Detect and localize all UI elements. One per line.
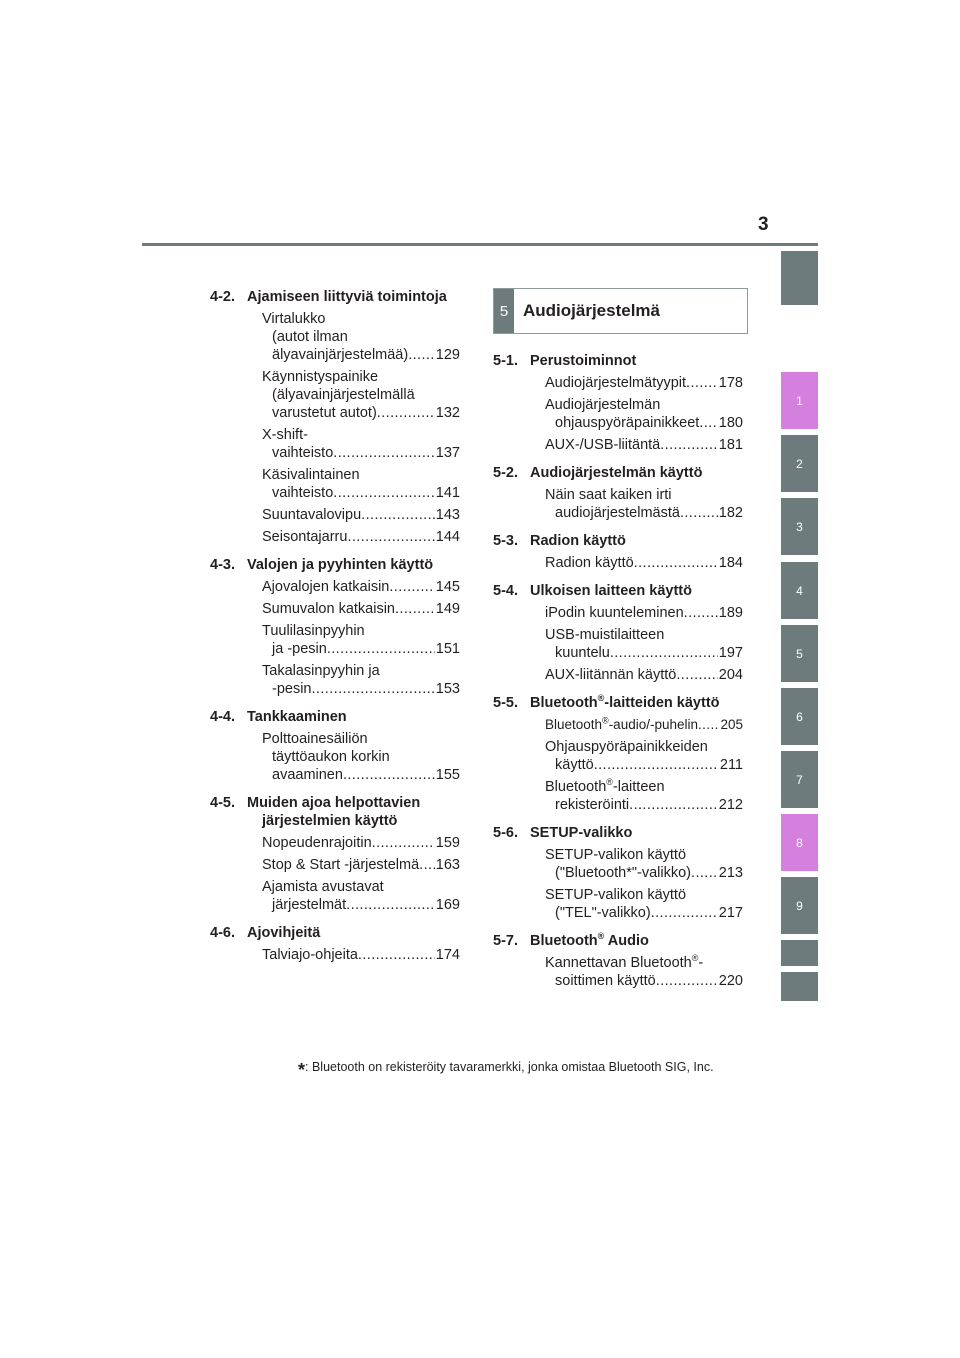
section-heading: 4-6. Ajovihjeitä	[210, 925, 321, 941]
section-heading: 5-6. SETUP-valikko	[493, 825, 633, 841]
footnote-star: *	[298, 1060, 306, 1080]
toc-entry[interactable]: Ohjauspyöräpainikkeiden käyttö ..... 211	[493, 738, 743, 774]
toc-entry[interactable]: Talviajo-ohjeita ..... 174	[210, 946, 460, 964]
section-heading: 5-1. Perustoiminnot	[493, 353, 637, 369]
chapter-tab-8[interactable]: 8	[781, 814, 818, 871]
section-heading: 5-4. Ulkoisen laitteen käyttö	[493, 583, 692, 599]
page-number: 3	[758, 214, 769, 235]
footnote	[298, 1060, 714, 1081]
toc-entry[interactable]: Suuntavalovipu ..... 143	[210, 506, 460, 524]
chapter-tab[interactable]	[781, 972, 818, 1001]
section-heading: 4-3. Valojen ja pyyhinten käyttö	[210, 557, 434, 573]
toc-entry[interactable]: Käynnistyspainike (älyavainjärjestelmällä varustetut autot) ..... 132	[210, 368, 460, 422]
toc-entry[interactable]: Seisontajarru ..... 144	[210, 528, 460, 546]
toc-right-column	[493, 352, 743, 990]
footnote-text: : Bluetooth on rekisteröity tavaramerkki, jonka omistaa Bluetooth SIG, Inc.	[305, 1060, 714, 1074]
toc-entry[interactable]: Näin saat kaiken irti audiojärjestelmästä ..... 182	[493, 486, 743, 522]
toc-entry[interactable]: AUX-/USB-liitäntä ..... 181	[493, 436, 743, 454]
section-heading: 4-5. Muiden ajoa helpottavien järjestelmien käyttö	[210, 795, 421, 829]
toc-entry[interactable]: Takalasinpyyhin ja -pesin ..... 153	[210, 662, 460, 698]
chapter-tab-5[interactable]: 5	[781, 625, 818, 682]
toc-entry[interactable]: Ajamista avustavat järjestelmät ..... 169	[210, 878, 460, 914]
toc-entry[interactable]: SETUP-valikon käyttö ("TEL"-valikko) ..... 217	[493, 886, 743, 922]
toc-entry[interactable]: Radion käyttö ..... 184	[493, 554, 743, 572]
section-heading: 5-5. Bluetooth®-laitteiden käyttö	[493, 693, 720, 711]
toc-entry[interactable]: Tuulilasinpyyhin ja -pesin ..... 151	[210, 622, 460, 658]
chapter-tab-4[interactable]: 4	[781, 562, 818, 619]
chapter-heading-box	[493, 288, 748, 334]
chapter-tab[interactable]	[781, 940, 818, 966]
chapter-tab-6[interactable]: 6	[781, 688, 818, 745]
chapter-number: 5	[494, 289, 514, 333]
toc-entry[interactable]: Bluetooth®-audio/-puhelin ..... 205	[493, 716, 743, 734]
toc-entry[interactable]: AUX-liitännän käyttö ..... 204	[493, 666, 743, 684]
section-heading: 5-2. Audiojärjestelmän käyttö	[493, 465, 703, 481]
section-heading: 4-2. Ajamiseen liittyviä toimintoja	[210, 289, 447, 305]
chapter-tab-2[interactable]: 2	[781, 435, 818, 492]
section-heading: 5-7. Bluetooth® Audio	[493, 931, 649, 949]
toc-entry[interactable]: Nopeudenrajoitin ..... 159	[210, 834, 460, 852]
toc-entry[interactable]: iPodin kuunteleminen ..... 189	[493, 604, 743, 622]
header-rule	[142, 243, 818, 246]
chapter-title: Audiojärjestelmä	[523, 301, 660, 320]
toc-entry[interactable]: X-shift- vaihteisto ..... 137	[210, 426, 460, 462]
toc-left-column	[210, 288, 460, 964]
toc-entry[interactable]: Ajovalojen katkaisin ..... 145	[210, 578, 460, 596]
chapter-tab-1[interactable]: 1	[781, 372, 818, 429]
section-heading: 4-4. Tankkaaminen	[210, 709, 347, 725]
toc-entry[interactable]: Audiojärjestelmätyypit ..... 178	[493, 374, 743, 392]
chapter-tab-3[interactable]: 3	[781, 498, 818, 555]
chapter-tab-7[interactable]: 7	[781, 751, 818, 808]
toc-entry[interactable]: Bluetooth®-laitteen rekisteröinti ..... 212	[493, 778, 743, 814]
toc-entry[interactable]: Sumuvalon katkaisin ..... 149	[210, 600, 460, 618]
toc-entry[interactable]: USB-muistilaitteen kuuntelu ..... 197	[493, 626, 743, 662]
toc-entry[interactable]: Kannettavan Bluetooth®- soittimen käyttö ..... 220	[493, 954, 743, 990]
chapter-tab-9[interactable]: 9	[781, 877, 818, 934]
toc-entry[interactable]: SETUP-valikon käyttö ("Bluetooth*"-valikko) ..... 213	[493, 846, 743, 882]
chapter-tab[interactable]	[781, 251, 818, 305]
toc-entry[interactable]: Stop & Start -järjestelmä ..... 163	[210, 856, 460, 874]
toc-entry[interactable]: Polttoainesäiliön täyttöaukon korkin avaaminen ..... 155	[210, 730, 460, 784]
toc-entry[interactable]: Käsivalintainen vaihteisto ..... 141	[210, 466, 460, 502]
toc-entry[interactable]: Virtalukko (autot ilman älyavainjärjestelmää) ..... 129	[210, 310, 460, 364]
toc-entry[interactable]: Audiojärjestelmän ohjauspyöräpainikkeet ..... 180	[493, 396, 743, 432]
section-heading: 5-3. Radion käyttö	[493, 533, 626, 549]
